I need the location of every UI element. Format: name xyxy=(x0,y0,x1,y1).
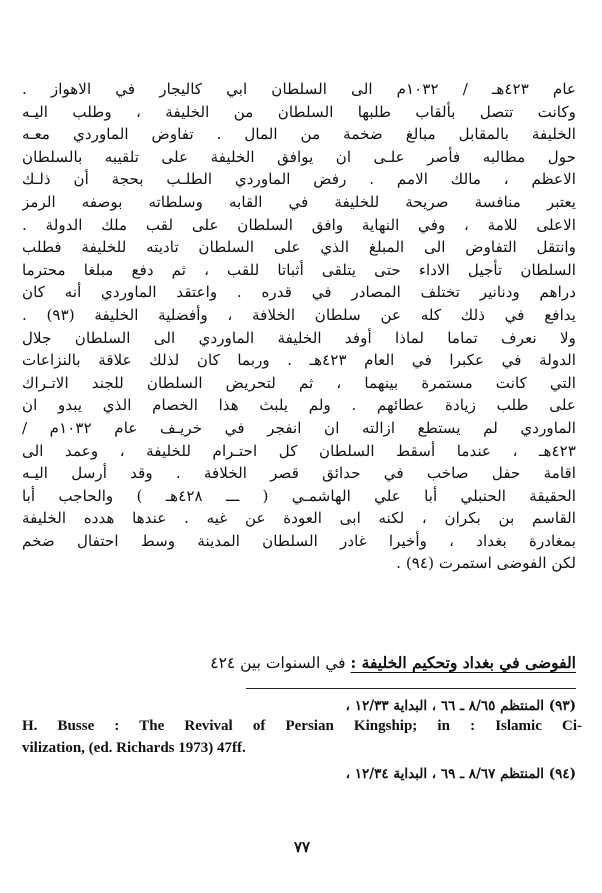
body-line-10: دراهم ودنانير تختلف المصادر في قدره . واعتقد الماوردي أنه كان xyxy=(22,283,576,302)
section-heading-continuation: في السنوات بين ٤٢٤ xyxy=(210,654,351,672)
body-paragraph xyxy=(22,78,582,575)
body-line-12: ولا نعرف تماما لماذا أوفد الخليفة الماوردي الى السلطان جلال xyxy=(22,328,576,347)
body-line-16: الماوردي لم يستطع ازالته ان انفجر في خريـف عام ١٠٣٢م / xyxy=(22,418,576,437)
body-line-5: الاعظم ، مالك الامم . رفض الماوردي الطلـب بحجة أن ذلـك xyxy=(22,170,576,189)
document-page xyxy=(22,78,582,878)
body-line-15: على طلب زيادة عطائهم . ولم يلبث هذا الخصام الذي يبدو ان xyxy=(22,396,576,415)
footnote-94-arabic: (٩٤) المنتظم ٨/٦٧ ـ ٦٩ ، البداية ١٢/٣٤ ، xyxy=(345,766,576,782)
body-line-13: الدولة في عكبرا في العام ٤٢٣هـ . وربما كان لذلك علاقة بالنزاعات xyxy=(22,351,576,370)
body-line-3: الخليفة بالمقابل مبالغ ضخمة من المال . تفاوض الماوردي معـه xyxy=(22,125,576,144)
body-line-8: وانتقل التفاوض الى المبلغ الذي على السلطان تاديته للخليفة فطلب xyxy=(22,238,576,257)
body-line-6: يعتبر منافسة صريحة للخليفة في القابه وسلطاته بوصفه الرمز xyxy=(22,192,576,211)
body-line-21: بمغادرة بغداد ، وأخيرا غادر السلطان المدينة وسط احتفال ضخم xyxy=(22,531,576,550)
page-number: ٧٧ xyxy=(293,838,311,856)
footnote-divider xyxy=(246,688,576,689)
body-line-9: السلطان تأجيل الاداء حتى يتلقى أثباتا للقب ، ثم دفع مبلغا محترما xyxy=(22,260,576,279)
body-line-7: الاعلى للامة ، وفي النهاية وافق السلطان على لقب ملك الدولة . xyxy=(22,215,576,234)
body-line-11: يدافع في ذلك كله عن سلطان الخلافة ، وأفضلية الخليفة (٩٣) . xyxy=(22,305,576,324)
body-line-14: التي كانت مستمرة بينهما ، ثم لتحريض السلطان للجند الاتـراك xyxy=(22,373,576,392)
section-heading xyxy=(22,653,576,672)
footnote-93-english-line-1: H. Busse : The Revival of Persian Kingship; in : Islamic Ci- xyxy=(22,718,582,734)
body-line-19: الحقيقة الحنبلي أبا علي الهاشمـي ( ـــ ٤٢٨هـ ) والحاجب أبا xyxy=(22,486,576,505)
footnote-93-english-line-2: vilization, (ed. Richards 1973) 47ff. xyxy=(22,740,246,756)
section-heading-title: الفوضى في بغداد وتحكيم الخليفة : xyxy=(350,653,576,672)
body-line-2: وكانت تتصل بألقاب طلبها السلطان من الخليفة ، وطلب اليـه xyxy=(22,102,576,121)
body-line-20: القاسم بن بكران ، لكنه ابى العودة عن غيه . عندها هدده الخليفة xyxy=(22,509,576,528)
body-line-17: ٤٢٣هـ ، عندما أسقط السلطان كل احتـرام للخليفة ، وعمد الى xyxy=(22,441,576,460)
body-line-22: لكن الفوضى استمرت (٩٤) . xyxy=(396,554,576,573)
body-line-4: حول مطالبه فأصر علـى ان يوافق الخليفة على تلقيبه بالسلطان xyxy=(22,147,576,166)
footnote-93-arabic: (٩٣) المنتظم ٨/٦٥ ـ ٦٦ ، البداية ١٢/٣٣ ، xyxy=(345,698,576,714)
body-line-1: عام ٤٢٣هـ / ١٠٣٢م الى السلطان ابي كاليجار في الاهواز . xyxy=(22,80,576,98)
body-line-18: اقامة حفل صاخب في حدائق قصر الخلافة . وقد أرسل اليـه xyxy=(22,464,576,483)
